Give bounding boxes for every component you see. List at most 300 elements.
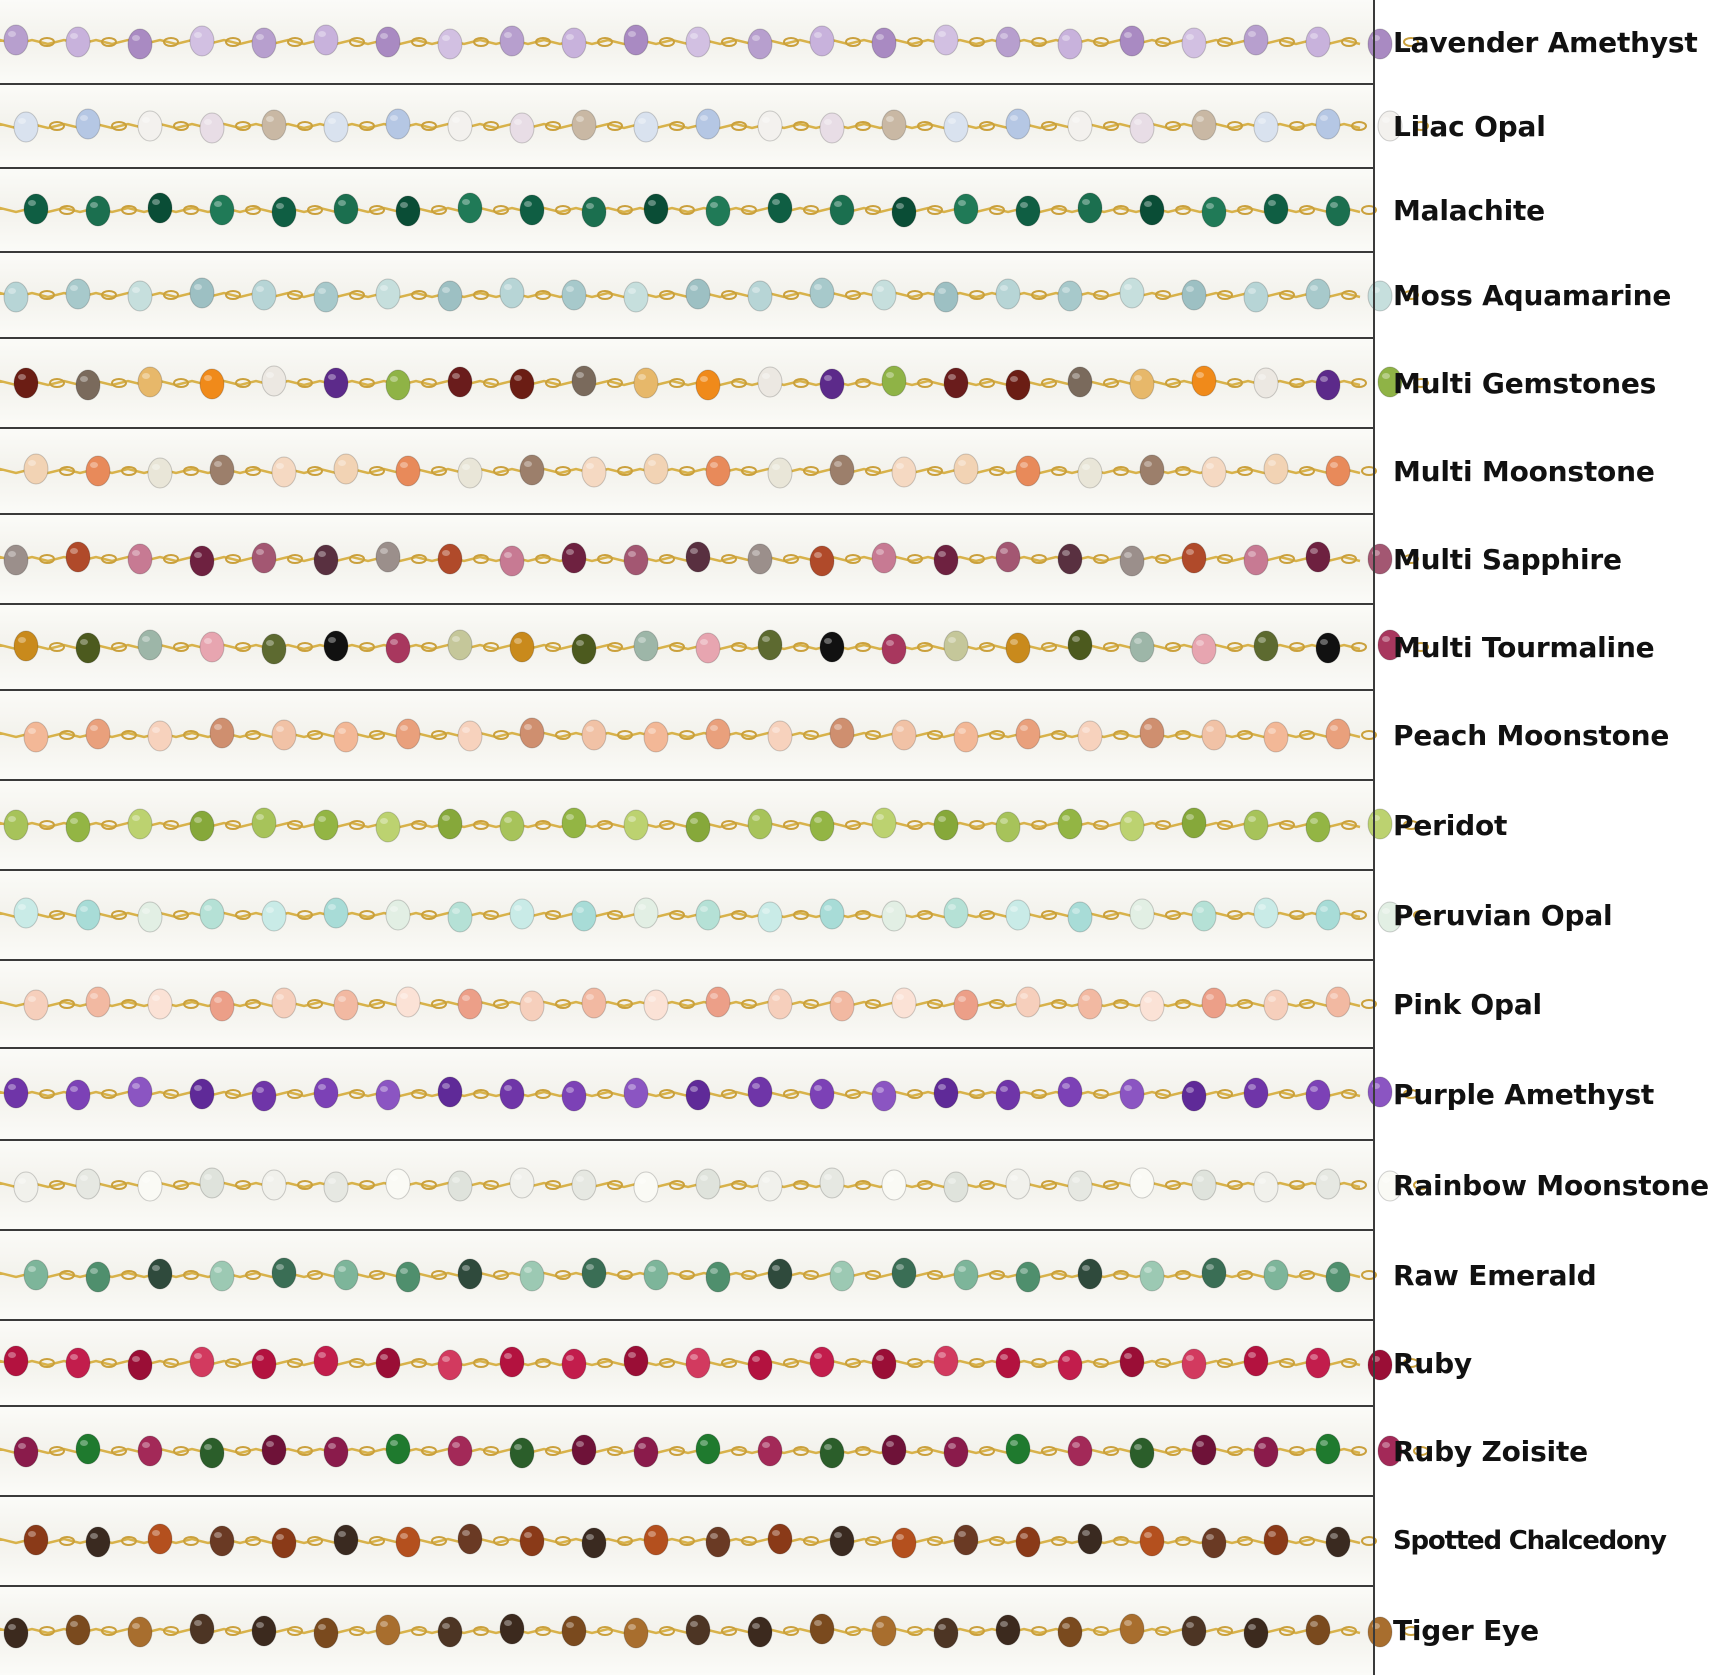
bead-highlight xyxy=(752,1356,760,1362)
bead xyxy=(872,280,896,310)
bead xyxy=(1130,1168,1154,1198)
bead xyxy=(252,1081,276,1111)
chain-svg xyxy=(0,1140,1373,1230)
bead-highlight xyxy=(1382,1442,1390,1448)
bead xyxy=(1316,370,1340,400)
bead xyxy=(386,109,410,139)
row-divider xyxy=(0,869,1373,871)
bead xyxy=(634,112,658,142)
bead-highlight xyxy=(318,1624,326,1630)
bead xyxy=(892,457,916,487)
bead-highlight xyxy=(204,905,212,911)
bead xyxy=(1130,632,1154,662)
bead-highlight xyxy=(90,202,98,208)
bead xyxy=(500,1347,524,1377)
chain-image-peruvian-opal xyxy=(0,870,1373,960)
bead-highlight xyxy=(1010,906,1018,912)
bead xyxy=(1326,1527,1350,1557)
bead xyxy=(1058,281,1082,311)
chain-label: Lavender Amethyst xyxy=(1393,25,1698,59)
bead xyxy=(272,457,296,487)
bead xyxy=(748,1617,772,1647)
bead xyxy=(24,454,48,484)
bead xyxy=(1244,1078,1268,1108)
bead xyxy=(1130,369,1154,399)
bead-highlight xyxy=(814,32,822,38)
bead-highlight xyxy=(876,34,884,40)
bead-highlight xyxy=(514,1174,522,1180)
bead-highlight xyxy=(648,996,656,1002)
bead xyxy=(944,112,968,142)
chain-svg xyxy=(0,1320,1373,1406)
bead-highlight xyxy=(886,907,894,913)
bead xyxy=(944,368,968,398)
bead-highlight xyxy=(1382,373,1390,379)
bead-highlight xyxy=(628,288,636,294)
bead-highlight xyxy=(462,1265,470,1271)
bead-highlight xyxy=(876,1622,884,1628)
row-divider xyxy=(0,1139,1373,1141)
chain-image-raw-emerald xyxy=(0,1230,1373,1320)
bead xyxy=(128,29,152,59)
bead xyxy=(148,193,172,223)
bead-highlight xyxy=(462,464,470,470)
bead xyxy=(262,1435,286,1465)
bead xyxy=(272,988,296,1018)
bead-highlight xyxy=(814,284,822,290)
bead-highlight xyxy=(1124,1085,1132,1091)
bead-highlight xyxy=(1062,1083,1070,1089)
chain-svg xyxy=(0,514,1373,604)
bead xyxy=(252,1616,276,1646)
bead-highlight xyxy=(1082,727,1090,733)
bead-highlight xyxy=(152,727,160,733)
bead xyxy=(448,902,472,932)
bead xyxy=(696,900,720,930)
bead xyxy=(210,991,234,1021)
bead-highlight xyxy=(194,1353,202,1359)
bead xyxy=(520,1526,544,1556)
bead-highlight xyxy=(1258,1443,1266,1449)
bead-highlight xyxy=(90,1268,98,1274)
bead-highlight xyxy=(152,199,160,205)
bead xyxy=(1078,721,1102,751)
bead-highlight xyxy=(442,1083,450,1089)
bead xyxy=(820,1168,844,1198)
bead-highlight xyxy=(142,636,150,642)
bead xyxy=(376,1615,400,1645)
bead xyxy=(810,1079,834,1109)
bead xyxy=(758,111,782,141)
bead-highlight xyxy=(276,994,284,1000)
bead-highlight xyxy=(586,203,594,209)
bead xyxy=(706,987,730,1017)
bead-highlight xyxy=(824,905,832,911)
bead xyxy=(262,366,286,396)
bead xyxy=(1368,1077,1392,1107)
bead-highlight xyxy=(400,202,408,208)
bead xyxy=(1078,1524,1102,1554)
bead xyxy=(1316,109,1340,139)
bead xyxy=(1202,197,1226,227)
bead xyxy=(934,1346,958,1376)
bead-highlight xyxy=(452,908,460,914)
bead xyxy=(706,1527,730,1557)
bead-highlight xyxy=(638,904,646,910)
bead-highlight xyxy=(896,1264,904,1270)
bead-highlight xyxy=(514,1444,522,1450)
bead-highlight xyxy=(1320,1175,1328,1181)
bead xyxy=(1182,1081,1206,1111)
bead xyxy=(1254,368,1278,398)
bead-highlight xyxy=(876,1355,884,1361)
bead xyxy=(572,366,596,396)
bead-highlight xyxy=(1330,202,1338,208)
bead xyxy=(1182,1616,1206,1646)
bead xyxy=(1306,279,1330,309)
bead-highlight xyxy=(886,1441,894,1447)
bead xyxy=(572,110,596,140)
bead-highlight xyxy=(772,995,780,1001)
bead xyxy=(510,369,534,399)
bead xyxy=(200,369,224,399)
bead xyxy=(934,545,958,575)
bead xyxy=(1140,991,1164,1021)
bead xyxy=(1326,987,1350,1017)
bead-highlight xyxy=(1206,203,1214,209)
bead xyxy=(1254,1172,1278,1202)
bead-highlight xyxy=(18,637,26,643)
bead-highlight xyxy=(938,1624,946,1630)
bead-highlight xyxy=(1310,1621,1318,1627)
bead-highlight xyxy=(318,288,326,294)
bead-highlight xyxy=(266,372,274,378)
bead-highlight xyxy=(1072,908,1080,914)
bead xyxy=(758,902,782,932)
bead-highlight xyxy=(194,1620,202,1626)
bead-highlight xyxy=(1134,375,1142,381)
bead xyxy=(996,1615,1020,1645)
bead-highlight xyxy=(1124,552,1132,558)
bead-highlight xyxy=(1268,200,1276,206)
bead-highlight xyxy=(8,1624,16,1630)
bead-highlight xyxy=(504,552,512,558)
bead xyxy=(386,1169,410,1199)
bead xyxy=(892,197,916,227)
bead xyxy=(190,546,214,576)
bead-highlight xyxy=(566,814,574,820)
bead xyxy=(820,1438,844,1468)
row-divider xyxy=(0,1229,1373,1231)
bead-highlight xyxy=(442,287,450,293)
bead xyxy=(1254,898,1278,928)
bead-highlight xyxy=(18,904,26,910)
bead-highlight xyxy=(70,285,78,291)
bead-highlight xyxy=(194,552,202,558)
bead xyxy=(262,1170,286,1200)
bead-highlight xyxy=(638,1443,646,1449)
bead-highlight xyxy=(1310,818,1318,824)
bead-highlight xyxy=(1320,639,1328,645)
bead xyxy=(138,111,162,141)
bead xyxy=(696,1169,720,1199)
bead xyxy=(768,193,792,223)
bead-highlight xyxy=(1124,817,1132,823)
bead-highlight xyxy=(380,1354,388,1360)
bead-highlight xyxy=(1186,34,1194,40)
bead xyxy=(892,1528,916,1558)
bead xyxy=(644,722,668,752)
bead-highlight xyxy=(896,994,904,1000)
bead-highlight xyxy=(524,1267,532,1273)
bead xyxy=(934,1618,958,1648)
bead xyxy=(334,1260,358,1290)
bead-highlight xyxy=(1062,1623,1070,1629)
row-divider xyxy=(0,1495,1373,1497)
bead xyxy=(1368,1350,1392,1380)
bead xyxy=(696,109,720,139)
bead-highlight xyxy=(752,287,760,293)
bead xyxy=(1368,544,1392,574)
bead-highlight xyxy=(1320,115,1328,121)
bead xyxy=(1192,901,1216,931)
bead xyxy=(1058,1350,1082,1380)
bead xyxy=(810,1347,834,1377)
bead-highlight xyxy=(958,460,966,466)
bead xyxy=(1120,1614,1144,1644)
bead-highlight xyxy=(628,816,636,822)
bead-highlight xyxy=(690,33,698,39)
bead-highlight xyxy=(152,1265,160,1271)
chain-label: Tiger Eye xyxy=(1393,1614,1539,1647)
row-divider xyxy=(0,959,1373,961)
bead xyxy=(634,898,658,928)
bead xyxy=(758,367,782,397)
row-divider xyxy=(0,603,1373,605)
chain-svg xyxy=(0,428,1373,514)
bead xyxy=(1182,280,1206,310)
bead-highlight xyxy=(1062,1356,1070,1362)
bead xyxy=(448,1171,472,1201)
bead xyxy=(376,1080,400,1110)
bead xyxy=(644,1260,668,1290)
chain-label: Ruby xyxy=(1393,1346,1472,1380)
bead-highlight xyxy=(1206,463,1214,469)
bead-highlight xyxy=(390,906,398,912)
bead-highlight xyxy=(214,201,222,207)
bead-highlight xyxy=(1206,1264,1214,1270)
bead-highlight xyxy=(1206,726,1214,732)
bead xyxy=(520,1261,544,1291)
bead-highlight xyxy=(1330,462,1338,468)
bead-highlight xyxy=(1320,906,1328,912)
chain-label: Moss Aquamarine xyxy=(1393,278,1672,312)
bead-highlight xyxy=(1134,1444,1142,1450)
bead-highlight xyxy=(762,373,770,379)
bead xyxy=(458,1524,482,1554)
bead-highlight xyxy=(700,376,708,382)
bead xyxy=(438,1077,462,1107)
bead xyxy=(686,279,710,309)
bead xyxy=(376,27,400,57)
bead-highlight xyxy=(1124,284,1132,290)
bead-highlight xyxy=(690,1354,698,1360)
bead-highlight xyxy=(690,1621,698,1627)
bead xyxy=(262,634,286,664)
bead-highlight xyxy=(648,1531,656,1537)
bead xyxy=(500,1614,524,1644)
bead-highlight xyxy=(28,460,36,466)
bead xyxy=(582,197,606,227)
bead-highlight xyxy=(886,372,894,378)
bead xyxy=(510,899,534,929)
bead-highlight xyxy=(204,638,212,644)
bead-highlight xyxy=(1082,464,1090,470)
bead xyxy=(1202,1258,1226,1288)
bead-highlight xyxy=(256,1087,264,1093)
bead xyxy=(820,113,844,143)
bead-highlight xyxy=(576,907,584,913)
bead xyxy=(582,1528,606,1558)
bead xyxy=(1016,987,1040,1017)
bead xyxy=(1306,542,1330,572)
bead-highlight xyxy=(256,34,264,40)
bead xyxy=(210,455,234,485)
bead xyxy=(1058,809,1082,839)
bead xyxy=(210,195,234,225)
bead xyxy=(820,899,844,929)
bead-highlight xyxy=(80,639,88,645)
bead-highlight xyxy=(752,1083,760,1089)
bead xyxy=(1016,719,1040,749)
bead-highlight xyxy=(638,374,646,380)
bead xyxy=(872,1616,896,1646)
bead-highlight xyxy=(772,727,780,733)
bead xyxy=(128,281,152,311)
bead-highlight xyxy=(772,1530,780,1536)
bead-highlight xyxy=(1072,373,1080,379)
bead xyxy=(996,1080,1020,1110)
bead xyxy=(1326,1262,1350,1292)
bead xyxy=(882,1435,906,1465)
bead xyxy=(1264,454,1288,484)
bead-highlight xyxy=(948,374,956,380)
bead xyxy=(996,542,1020,572)
bead-highlight xyxy=(1144,1267,1152,1273)
bead xyxy=(1120,811,1144,841)
bead-highlight xyxy=(814,1085,822,1091)
bead-highlight xyxy=(824,119,832,125)
bead-highlight xyxy=(896,726,904,732)
bead-highlight xyxy=(442,1356,450,1362)
bead-highlight xyxy=(400,1533,408,1539)
bead xyxy=(252,1349,276,1379)
bead-highlight xyxy=(400,462,408,468)
bead xyxy=(562,1616,586,1646)
bead-highlight xyxy=(938,816,946,822)
bead-highlight xyxy=(152,1530,160,1536)
bead xyxy=(996,812,1020,842)
bead xyxy=(190,26,214,56)
chain-row-lilac-opal xyxy=(0,84,1675,168)
bead xyxy=(376,812,400,842)
bead-highlight xyxy=(948,118,956,124)
bead xyxy=(934,25,958,55)
bead xyxy=(4,545,28,575)
bead xyxy=(1078,1259,1102,1289)
bead-highlight xyxy=(338,1266,346,1272)
bead-highlight xyxy=(1196,116,1204,122)
bead xyxy=(1006,633,1030,663)
bead-highlight xyxy=(638,1178,646,1184)
bead xyxy=(634,1172,658,1202)
bead xyxy=(272,1258,296,1288)
bead-highlight xyxy=(1072,1177,1080,1183)
bead-highlight xyxy=(710,993,718,999)
bead-highlight xyxy=(1124,1620,1132,1626)
bead xyxy=(624,25,648,55)
bead-highlight xyxy=(648,728,656,734)
bead xyxy=(1016,456,1040,486)
chain-row-peach-moonstone xyxy=(0,690,1675,780)
bead xyxy=(1202,988,1226,1018)
bead xyxy=(996,1348,1020,1378)
bead xyxy=(1316,633,1340,663)
bead xyxy=(1192,634,1216,664)
bead xyxy=(14,631,38,661)
chain-svg xyxy=(0,870,1373,960)
bead xyxy=(1140,455,1164,485)
bead-highlight xyxy=(1010,1175,1018,1181)
bead-highlight xyxy=(8,816,16,822)
chain-svg xyxy=(0,690,1373,780)
bead-highlight xyxy=(700,1175,708,1181)
bead xyxy=(1006,370,1030,400)
bead xyxy=(758,1436,782,1466)
bead xyxy=(458,989,482,1019)
bead-highlight xyxy=(938,288,946,294)
bead xyxy=(1058,29,1082,59)
bead-highlight xyxy=(690,1086,698,1092)
bead xyxy=(1306,1348,1330,1378)
bead-highlight xyxy=(628,1084,636,1090)
chain-row-peridot xyxy=(0,780,1675,870)
bead-highlight xyxy=(586,726,594,732)
bead xyxy=(944,898,968,928)
bead xyxy=(14,112,38,142)
bead-highlight xyxy=(1186,1355,1194,1361)
bead-highlight xyxy=(1196,372,1204,378)
bead xyxy=(138,1171,162,1201)
bead-highlight xyxy=(204,1444,212,1450)
bead xyxy=(272,197,296,227)
bead-highlight xyxy=(1062,550,1070,556)
bead-highlight xyxy=(214,461,222,467)
bead-highlight xyxy=(1310,548,1318,554)
bead xyxy=(1182,543,1206,573)
bead-highlight xyxy=(338,460,346,466)
bead-highlight xyxy=(1000,1086,1008,1092)
bead-highlight xyxy=(1000,548,1008,554)
chain-svg xyxy=(0,960,1373,1048)
bead-highlight xyxy=(1020,202,1028,208)
bead xyxy=(1316,1169,1340,1199)
bead-highlight xyxy=(700,639,708,645)
bead xyxy=(1264,1260,1288,1290)
bead xyxy=(4,1618,28,1648)
bead xyxy=(954,722,978,752)
bead xyxy=(438,1617,462,1647)
